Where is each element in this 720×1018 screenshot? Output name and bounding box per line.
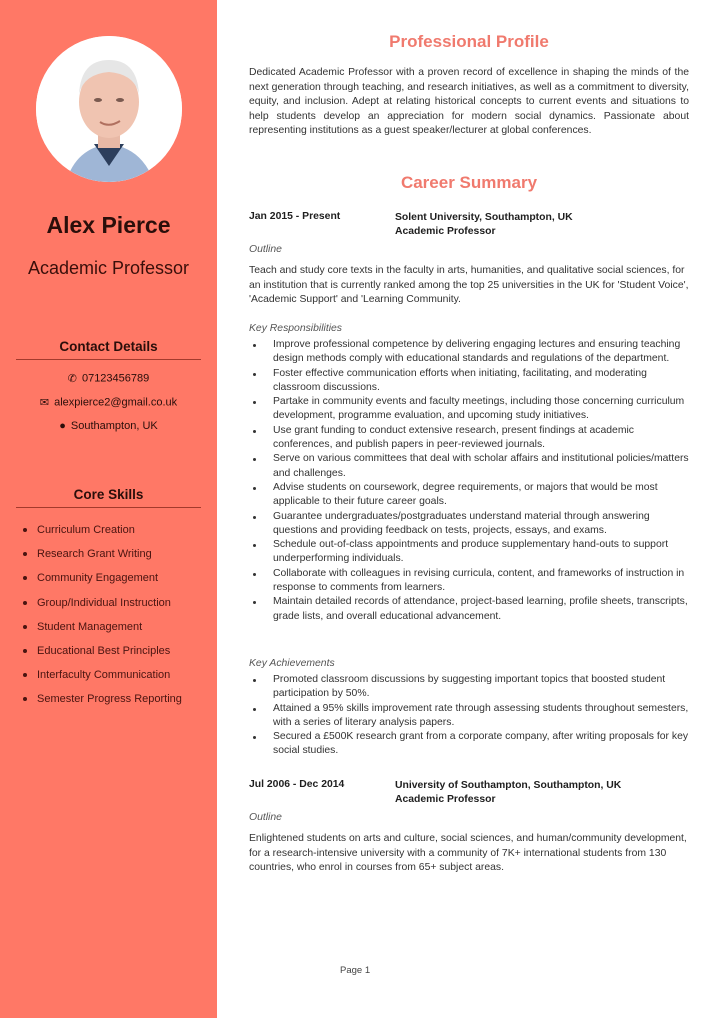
job-1-organization: Solent University, Southampton, UK	[395, 212, 573, 223]
bullet-icon	[23, 649, 27, 653]
skill-item	[20, 566, 182, 590]
responsibility-item: Partake in community events and faculty meetings, including those concerning curriculum development, programme evaluation, and upcoming study initiatives.	[249, 395, 694, 424]
responsibility-item: Collaborate with colleagues in revising curricula, content, and frameworks of instruction in response to comments from learners.	[249, 567, 694, 596]
responsibility-item: Maintain detailed records of attendance, project-based learning, profile sheets, transcripts, grade lists, and overall educational advancement.	[249, 595, 694, 624]
bullet-icon	[23, 576, 27, 580]
contact-details-heading: Contact Details	[16, 339, 201, 360]
contact-location	[0, 420, 217, 432]
job-2-dates: Jul 2006 - Dec 2014	[249, 779, 345, 790]
achievement-item: Secured a £500K research grant from a corporate company, after writing proposals for key social studies.	[249, 730, 694, 759]
skill-item	[20, 591, 182, 615]
bullet-icon	[23, 601, 27, 605]
contact-phone	[0, 372, 217, 385]
job-2-outline: Enlightened students on arts and culture, social sciences, and human/community development, for a research-intensive university with a community of 7K+ international students from 130 countries, who enrol in courses from 65+ subject areas.	[249, 833, 687, 874]
job-1-achievements	[249, 673, 694, 759]
job-2-outline-label: Outline	[249, 812, 282, 823]
skill-item	[20, 542, 182, 566]
job-1-responsibilities-label: Key Responsibilities	[249, 323, 342, 334]
job-1-dates: Jan 2015 - Present	[249, 211, 341, 222]
phone-number: 07123456789	[81, 372, 150, 385]
envelope-icon: ✉	[39, 397, 50, 409]
professional-profile-heading: Professional Profile	[389, 32, 549, 51]
skills-list	[20, 518, 182, 712]
phone-icon: ✆	[67, 373, 77, 385]
globe-icon: ●	[59, 420, 66, 433]
bullet-icon	[23, 552, 27, 556]
skill-label: Research Grant Writing	[37, 548, 152, 561]
skill-item	[20, 639, 182, 663]
skill-item	[20, 687, 182, 711]
job-2-title: Academic Professor	[395, 794, 496, 805]
location-text: Southampton, UK	[70, 420, 158, 432]
skill-item	[20, 663, 182, 687]
responsibility-item: Foster effective communication efforts when initiating, facilitating, and moderating classroom discussions.	[249, 367, 694, 396]
core-skills-heading: Core Skills	[16, 487, 201, 508]
skill-label: Curriculum Creation	[37, 524, 135, 537]
skill-label: Interfaculty Communication	[37, 669, 171, 682]
bullet-icon	[23, 697, 27, 701]
responsibility-item: Use grant funding to conduct extensive research, present findings at academic conferences, and publish papers in peer-reviewed journals.	[249, 424, 694, 453]
portrait-image	[36, 36, 182, 182]
skill-label: Student Management	[37, 620, 143, 633]
responsibility-item: Improve professional competence by delivering engaging lectures and ensuring teaching design methods comply with educational standards and regulations of the department.	[249, 338, 694, 367]
page-number: Page 1	[340, 965, 371, 976]
candidate-role: Academic Professor	[27, 258, 190, 278]
skill-label: Community Engagement	[37, 572, 159, 585]
job-1-achievements-label: Key Achievements	[249, 658, 335, 669]
job-1-responsibilities	[249, 338, 694, 624]
skill-label: Semester Progress Reporting	[37, 693, 182, 706]
responsibility-item: Serve on various committees that deal with scholar affairs and institutional policies/matters and challenges.	[249, 452, 694, 481]
responsibility-item: Advise students on coursework, degree requirements, or majors that would be most applicable to their future career goals.	[249, 481, 694, 510]
email-address[interactable]: alexpierce2@gmail.co.uk	[54, 396, 178, 409]
career-summary-heading: Career Summary	[400, 173, 538, 192]
skill-label: Educational Best Principles	[37, 645, 171, 658]
bullet-icon	[23, 625, 27, 629]
job-2-organization: University of Southampton, Southampton, UK	[395, 780, 622, 791]
job-1-title: Academic Professor	[395, 226, 496, 237]
responsibility-item: Guarantee undergraduates/postgraduates understand material through answering questions and providing feedback on tests, projects, essays, and exams.	[249, 510, 694, 539]
skill-label: Group/Individual Instruction	[37, 596, 171, 609]
achievement-item: Attained a 95% skills improvement rate through assessing students throughout semesters, with a series of literary analysis papers.	[249, 702, 694, 731]
sidebar	[0, 0, 217, 1018]
bullet-icon	[23, 673, 27, 677]
job-1-outline: Teach and study core texts in the faculty in arts, humanities, and qualitative social sciences, for an institution that is currently ranked among the top 25 universities in the UK for 'Student Voice', 'Academic Support' and 'Learning Community.	[249, 265, 689, 306]
candidate-name: Alex Pierce	[46, 212, 171, 238]
profile-text: Dedicated Academic Professor with a proven record of excellence in shaping the minds of the next generation through teaching, and research initiatives, as well as a commitment to diversity, equity, and inclusion. Adept at relating historical concepts to current events and situations to help students develop an appreciation for modern social dynamics. Passionate about representing institutions as a guest speaker/lecturer at global conferences.	[249, 67, 689, 137]
contact-email	[0, 396, 217, 409]
skill-item	[20, 518, 182, 542]
job-1-outline-label: Outline	[249, 244, 282, 255]
achievement-item: Promoted classroom discussions by suggesting important topics that boosted student participation by 50%.	[249, 673, 694, 702]
bullet-icon	[23, 528, 27, 532]
responsibility-item: Schedule out-of-class appointments and produce supplementary hand-outs to support underperforming individuals.	[249, 538, 694, 567]
profile-photo	[36, 36, 182, 182]
skill-item	[20, 615, 182, 639]
